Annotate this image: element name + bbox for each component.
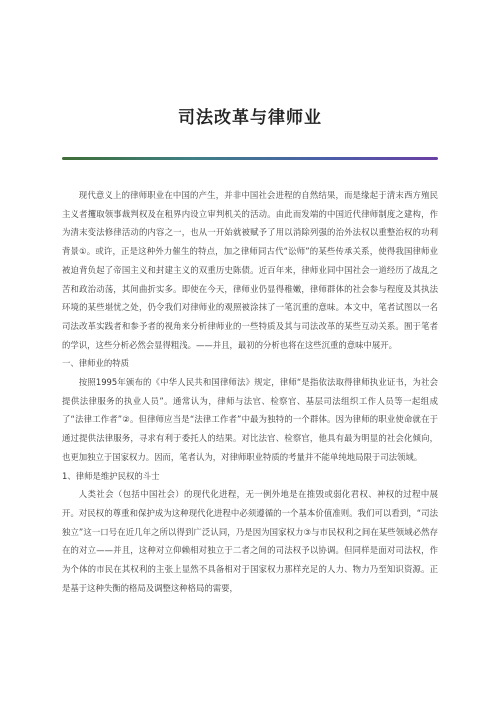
paragraph-civil-rights: 人类社会（包括中国社会）的现代化进程，无一例外地是在推毁或弱化君权、神权的过程中展开。对民权的尊重和保护成为这种现代化进程中必须遵循的一个基本价值准则。我们可以看到，“司法独立”这一口号在近几年之所以得到广泛认同，乃是因为国家权力③与市民权利之间在某些领域必然存在的对立——并且，这种对立仰赖相对独立于二者之间的司法权予以协调。但同样是面对司法权，作为个体的市民在其权利的主张上显然不具备相对于国家权力那样充足的人力、物力乃至知识资源。正是基于这种失衡的格局及调整这种格局的需要， (62, 489, 438, 593)
subsection-heading-1: 1、律师是维护民权的斗士 (62, 470, 160, 481)
document-title: 司法改革与律师业 (178, 108, 322, 128)
title-divider (62, 157, 438, 160)
document-body (62, 186, 438, 597)
paragraph-lawyer-traits: 按照1995年颁布的《中华人民共和国律师法》规定，律师“是指依法取得律师执业证书，为社会提供法律服务的执业人员”。通常认为，律师与法官、检察官、基层司法组织工作人员等一起组成了“法律工作者”②。但律师应当是“法律工作者”中最为独特的一个群体。因为律师的职业使命就在于通过提供法律服务，寻求有利于委托人的结果。对比法官、检察官，他具有最为明显的社会化倾向，也更加独立于国家权力。因而，笔者认为，对律师职业特质的考量并不能单纯地局限于司法领域。 (62, 377, 438, 462)
paragraph-intro: 现代意义上的律师职业在中国的产生，并非中国社会进程的自然结果，而是缘起于清末西方殖民主义者攫取领事裁判权及在租界内设立审判机关的活动。由此而发端的中国近代律师制度之建构，作为清末变法修律活动的内容之一，也从一开始就被赋予了用以消除列强的治外法权以重整治权的功利背景①。或许，正是这种外力催生的特点，加之律师同古代“讼师”的某些传承关系，使得我国律师业被迫背负起了帝国主义和封建主义的双重历史陈债。近百年来，律师业同中国社会一道经历了战乱之苦和政治动荡，其间曲折实多。即使在今天，律师业仍显得稚嫩，律师群体的社会参与程度及其执法环境的某些堪忧之处，仍令我们对律师业的观照被涂抹了一笔沉重的意味。本文中，笔者试图以一名司法改革实践者和参予者的视角来分析律师业的一些特质及其与司法改革的某些互动关系。囿于笔者的学识，这些分析必然会显得粗浅。——并且，最初的分析也将在这些沉重的意味中展开。 (62, 190, 438, 350)
section-heading-1: 一、律师业的特质 (62, 358, 129, 369)
